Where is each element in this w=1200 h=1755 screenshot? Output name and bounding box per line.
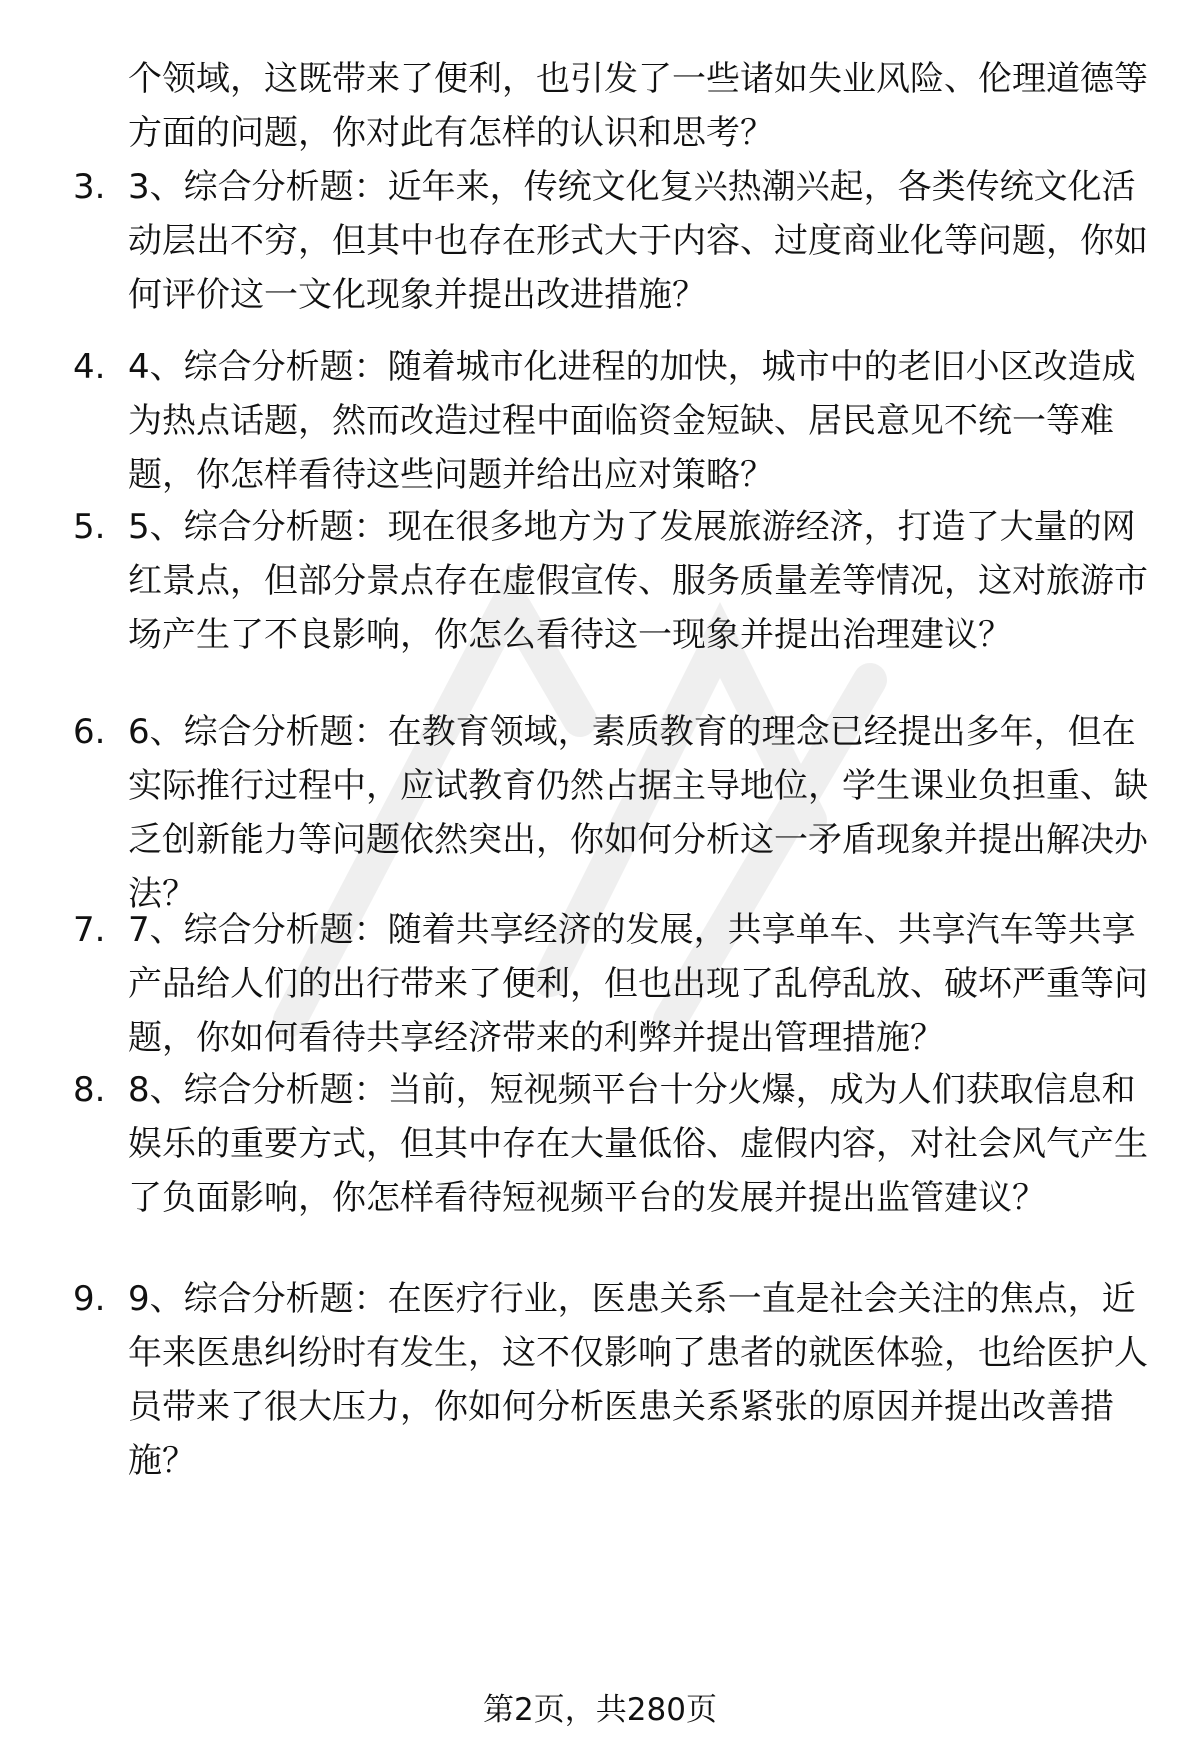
question-number: 9. (73, 1279, 106, 1319)
question-text: 7、综合分析题：随着共享经济的发展，共享单车、共享汽车等共享产品给人们的出行带来了便利，但也出现了乱停乱放、破坏严重等问题，你如何看待共享经济带来的利弊并提出管理措施？ (128, 910, 1148, 1058)
question-text: 5、综合分析题：现在很多地方为了发展旅游经济，打造了大量的网红景点，但部分景点存在虚假宣传、服务质量差等情况，这对旅游市场产生了不良影响，你怎么看待这一现象并提出治理建议？ (128, 507, 1148, 655)
question-number: 4. (73, 347, 106, 387)
question-text: 3、综合分析题：近年来，传统文化复兴热潮兴起，各类传统文化活动层出不穷，但其中也存在形式大于内容、过度商业化等问题，你如何评价这一文化现象并提出改进措施？ (128, 167, 1148, 315)
question-number: 3. (73, 167, 106, 207)
page-indicator: 第2页，共280页 (483, 1692, 717, 1728)
question-number: 6. (73, 712, 106, 752)
continuation-paragraph: 个领域，这既带来了便利，也引发了一些诸如失业风险、伦理道德等方面的问题，你对此有怎样的认识和思考？ (128, 59, 1148, 153)
question-text: 6、综合分析题：在教育领域，素质教育的理念已经提出多年，但在实际推行过程中，应试教育仍然占据主导地位，学生课业负担重、缺乏创新能力等问题依然突出，你如何分析这一矛盾现象并提出解决办法？ (128, 712, 1148, 914)
question-number: 7. (73, 910, 106, 950)
question-text: 9、综合分析题：在医疗行业，医患关系一直是社会关注的焦点，近年来医患纠纷时有发生，这不仅影响了患者的就医体验，也给医护人员带来了很大压力，你如何分析医患关系紧张的原因并提出改善措施？ (128, 1279, 1148, 1481)
question-text: 8、综合分析题：当前，短视频平台十分火爆，成为人们获取信息和娱乐的重要方式，但其中存在大量低俗、虚假内容，对社会风气产生了负面影响，你怎样看待短视频平台的发展并提出监管建议？ (128, 1070, 1148, 1218)
question-text: 4、综合分析题：随着城市化进程的加快，城市中的老旧小区改造成为热点话题，然而改造过程中面临资金短缺、居民意见不统一等难题，你怎样看待这些问题并给出应对策略？ (128, 347, 1136, 495)
question-number: 5. (73, 507, 106, 547)
question-number: 8. (73, 1070, 106, 1110)
